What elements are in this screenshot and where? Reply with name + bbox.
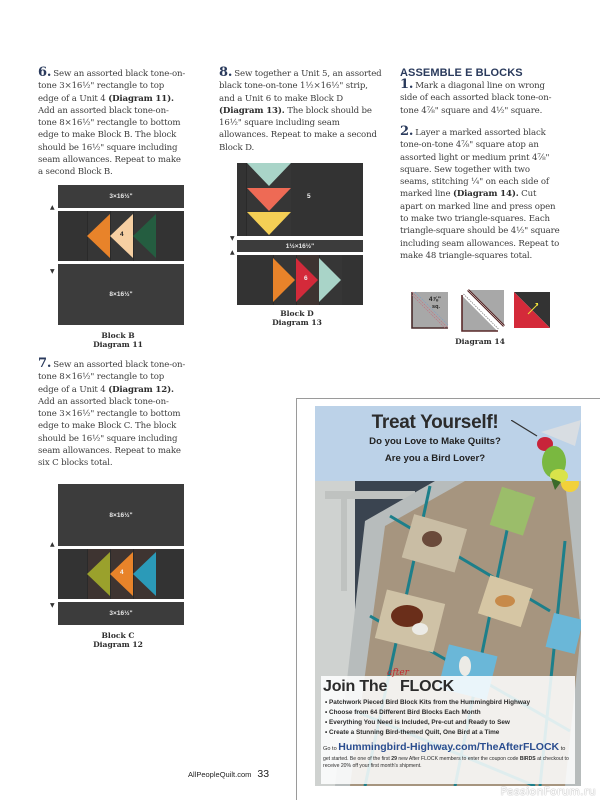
diagram-12 xyxy=(38,484,188,624)
svg-text:4⅞": 4⅞" xyxy=(428,296,441,303)
step-7-text: 7. Sew an assorted black tone-on-tone 8×16½" rectangle to top edge of a Unit 4 (Diagram 12). Add an assorted black tone-on-tone 3×16½" rectangle to bottom edge to make Block C. The block should be 16½" square including seam allowances. Repeat to make six C blocks total. xyxy=(38,356,186,469)
hummingbird-icon xyxy=(511,420,581,490)
ad-bullet: • Choose from 64 Different Bird Blocks Each Month xyxy=(325,709,481,716)
bottom-strip: 8×16½" xyxy=(58,264,184,325)
middle-strip: 1½×16½" xyxy=(237,240,363,252)
step-number: 8. xyxy=(219,65,233,80)
ad-subtitle-1: Do you Love to Make Quilts? xyxy=(369,436,501,447)
triangle-square-icon xyxy=(514,292,550,328)
diagram-12-caption: Block C Diagram 12 xyxy=(93,631,143,649)
arrow-down-icon: ▼ xyxy=(50,268,55,275)
coupon-code: BIRDS xyxy=(519,756,536,762)
step-8-text: 8. Sew together a Unit 5, an assorted black tone-on-tone 1½×16½" strip, and a Unit 6 to make Block D (Diagram 13). The block should be 16½" square including seam allowances. Repeat to make a second Block D. xyxy=(219,65,382,153)
ad-bullet: • Everything You Need is Included, Pre-cut and Ready to Sew xyxy=(325,719,510,726)
ad-url-link[interactable]: Hummingbird-Highway.com/TheAfterFLOCK xyxy=(338,741,560,753)
diagram-14-caption: Diagram 14 xyxy=(455,337,505,346)
watermark: PassionForum.ru xyxy=(500,785,596,798)
page-footer xyxy=(188,764,269,782)
unit-6 xyxy=(237,255,363,305)
diagram-11-caption: Block B Diagram 11 xyxy=(93,331,143,349)
section-heading: ASSEMBLE E BLOCKS xyxy=(400,67,523,79)
diagram-11 xyxy=(38,185,188,350)
cut-triangles-icon xyxy=(460,288,508,332)
step-number: 1. xyxy=(400,77,414,92)
ad-bullet-list xyxy=(325,698,530,738)
flying-geese-icon xyxy=(237,255,363,305)
footer-site: AllPeopleQuilt.com xyxy=(188,770,252,779)
diagram-13-caption: Block D Diagram 13 xyxy=(272,309,322,327)
top-strip: 3×16½" xyxy=(58,185,184,208)
step-number: 6. xyxy=(38,65,52,80)
assemble-e-step-2: 2. Layer a marked assorted black tone-on-tone 4⅞" square atop an assorted light or medium print 4⅞" square. Sew together with two seams, stitching ¼" on each side of marked line (Diagram 14). Cut apart on marked line and press open to make two triangle-squares. Each triangle-square should be 4½" square including seam allowances. Repeat to make 48 triangle-squares total. xyxy=(400,124,560,261)
unit-4 xyxy=(58,211,184,261)
ad-subtitle-2: Are you a Bird Lover? xyxy=(384,453,486,464)
unit-label: 6 xyxy=(304,275,308,282)
diagram-reference: (Diagram 12). xyxy=(108,384,174,395)
ad-bullet: • Patchwork Pieced Bird Block Kits from the Hummingbird Highway xyxy=(325,699,530,706)
diagram-reference: (Diagram 14). xyxy=(452,189,519,200)
svg-text:sq.: sq. xyxy=(432,304,440,310)
ad-title: Treat Yourself! xyxy=(371,412,499,433)
diagram-reference: (Diagram 11). xyxy=(108,93,174,104)
unit-label: 4 xyxy=(120,231,124,238)
ad-bullet: • Create a Stunning Bird-themed Quilt, One Bird at a Time xyxy=(325,729,500,736)
ad-goto-line: Go to Hummingbird-Highway.com/TheAfterFLOCK to xyxy=(323,741,566,753)
diagram-reference: (Diagram 13). xyxy=(219,105,285,116)
marked-square-icon xyxy=(410,290,450,330)
assemble-e-step-1: 1. Mark a diagonal line on wrong side of each assorted black tone-on-tone 4⅞" square and 4½" square. xyxy=(400,77,552,116)
ad-fine-print: get started. Be one of the first 29 new After FLOCK members to enter the coupon code BIRDS at checkout to receive 20% off your first month's shipment. xyxy=(323,756,569,769)
diagram-14 xyxy=(410,290,560,330)
step-number: 2. xyxy=(400,124,414,139)
ad-join-heading: Join The FLOCK xyxy=(323,678,455,695)
ad-after-script: after xyxy=(387,668,409,678)
top-strip: 8×16½" xyxy=(58,484,184,546)
advertisement[interactable] xyxy=(315,406,581,786)
unit-5 xyxy=(237,163,363,236)
bottom-strip: 3×16½" xyxy=(58,602,184,625)
unit-4 xyxy=(58,549,184,599)
arrow-up-icon: ▲ xyxy=(50,541,55,548)
diagram-13 xyxy=(230,163,365,308)
arrow-up-icon: ▲ xyxy=(50,204,55,211)
flying-geese-icon xyxy=(237,163,363,236)
step-6-text: 6. Sew an assorted black tone-on-tone 3×16½" rectangle to top edge of a Unit 4 (Diagram 11). Add an assorted black tone-on-tone 8×16½" rectangle to bottom edge to make Block B. The block should be 16½" square including seam allowances. Repeat to make a second Block B. xyxy=(38,65,186,178)
page-number: 33 xyxy=(257,768,270,780)
arrow-up-icon: ▲ xyxy=(230,249,235,256)
step-number: 7. xyxy=(38,356,52,371)
unit-label: 5 xyxy=(307,193,311,200)
arrow-down-icon: ▼ xyxy=(230,235,235,242)
arrow-down-icon: ▼ xyxy=(50,602,55,609)
unit-label: 4 xyxy=(120,569,124,576)
